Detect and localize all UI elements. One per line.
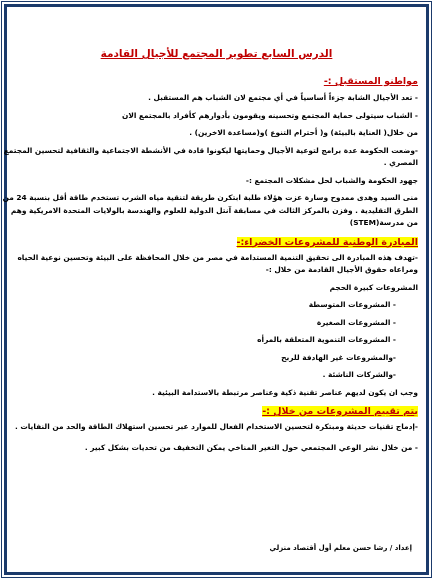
section-heading-project-evaluation (15, 405, 418, 419)
paragraph-line: المصري . (383, 158, 418, 167)
paragraph-line: - تعد الأجيال الشابة جزءاً أساسياً في أي مجتمع لان الشباب هم المستقبل . (148, 93, 418, 102)
list-item: المشروعات كبيرة الحجم (329, 282, 418, 292)
list-item: - المشروعات الصغيرة (316, 317, 396, 327)
highlighted-heading-text: يتم تقييم المشروعات من خلال :- (262, 406, 418, 417)
paragraph-line: من خلال( العناية بالبيئة) و( أحترام التنوع )و(مساعدة الاخرين) . (189, 128, 418, 137)
paragraph-line: ومراعاه حقوق الأجيال القادمة من خلال :- (265, 265, 418, 274)
page-frame (4, 4, 429, 575)
paragraph-line: وجب ان يكون لديهم عناصر تقنية ذكية وعناصر مرتبطة بالاستدامة البيئية . (152, 387, 418, 397)
paragraph-line: منى السيد وهدى ممدوح وسارة عزت هؤلاء طلبة ابتكرن طريقة لتنقية مياه الشرب تستخدم طاقة أقل بنسبة 24 من (2, 193, 418, 202)
paragraph-line: - من خلال نشر الوعي المجتمعي حول التغير المناخي يمكن التخفيف من تحديات بشكل كبير . (84, 442, 418, 452)
list-item: -والشركات الناشئة . (322, 370, 396, 379)
paragraph-line: الطرق التقليدية . وفزن بالمركز الثالث في مسابقة آنتل الدولية للعلوم والهندسة بالولايات المتحدة الامريكية وهم (10, 205, 418, 215)
paragraph-line: -إدماج تقنيات حديثة ومبتكرة لتحسين الاستخدام الفعال للموارد عبر تحسين استهلاك الطاقة والحد من النفايات . (14, 422, 418, 431)
paragraph-line: - الشباب سيتولى حماية المجتمع وتحسينه ويقومون بأدوارهم كأفراد بالمجتمع الان (122, 110, 418, 120)
paragraph-line: من مدرسة(STEM) (349, 218, 418, 227)
lesson-title: الدرس السابع تطوير المجتمع للأجيال القادمة (100, 48, 333, 60)
list-item: -والمشروعات غير الهادفة للربح (281, 352, 396, 362)
paragraph-line: -تهدف هذه المبادرة الى تحقيق التنمية المستدامة في مصر من خلال المحافظة على البيئة وتحسين نوعية الحياه (17, 252, 418, 262)
list-item: - المشروعات التنموية المتعلقة بالمرأه (257, 335, 396, 344)
paragraph-line: -وضعت الحكومة عدة برامج لتوعية الأجيال وحمايتها ليكونوا قادة في الأنشطة الاجتماعية والثقافية لتحسين المجتمع (3, 145, 418, 155)
section-heading-future-citizens: مواطنو المستقبل :- (323, 76, 418, 87)
subheading-government-youth-efforts: جهود الحكومة والشباب لحل مشكلات المجتمع :- (245, 175, 418, 185)
document-body (2, 15, 418, 564)
list-item: - المشروعات المتوسطة (308, 300, 396, 309)
section-heading-green-projects (15, 236, 418, 250)
author-credit: إعداد / رشا حسن معلم أول أقتصاد منزلي (269, 544, 412, 552)
highlighted-heading-text: المبادرة الوطنية للمشروعات الخضراء:- (236, 236, 418, 248)
